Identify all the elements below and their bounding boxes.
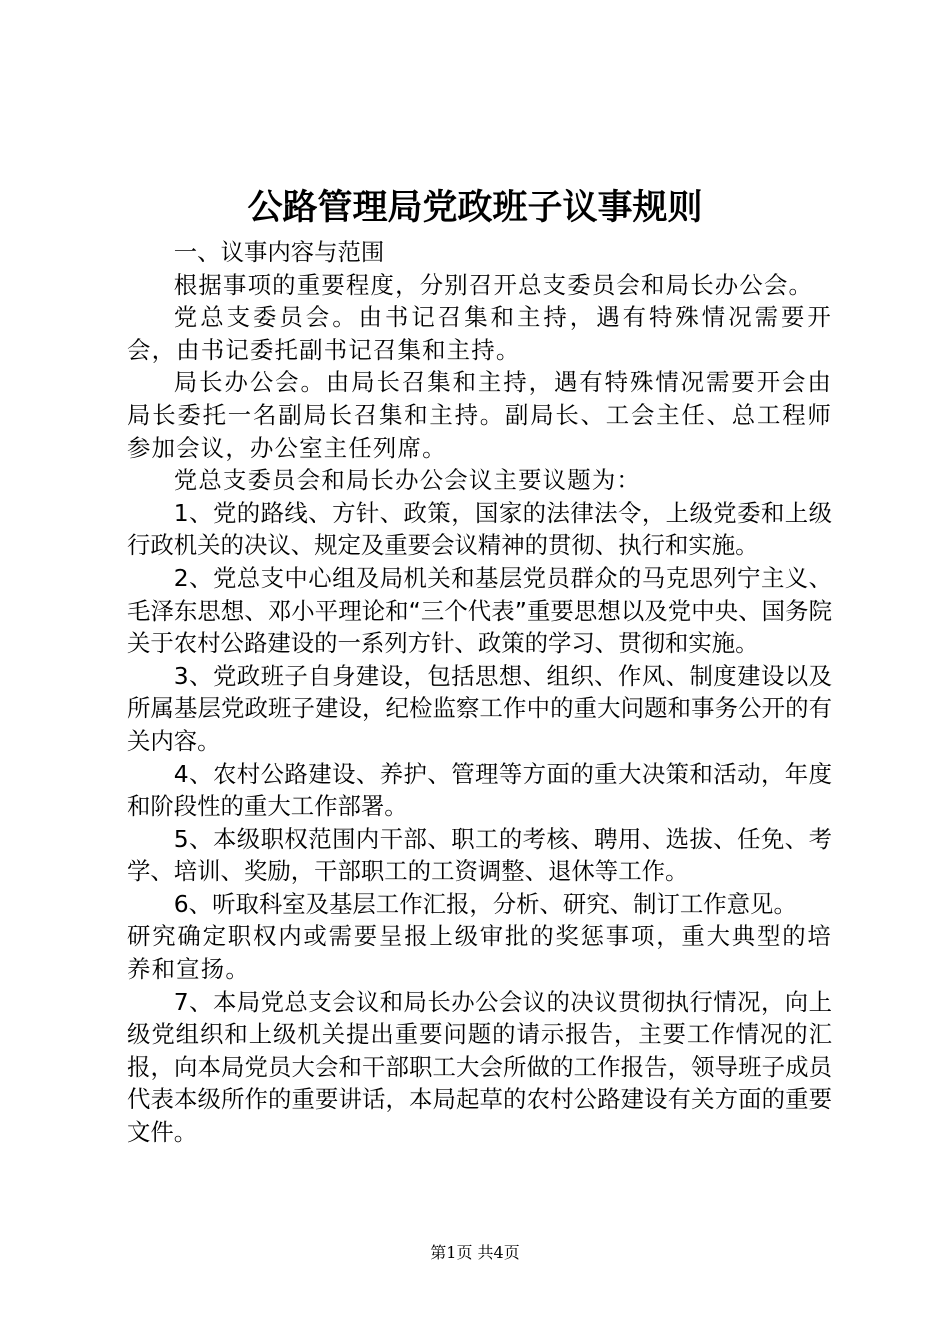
section-heading: 一、议事内容与范围 — [173, 238, 385, 266]
paragraph-meeting-types: 根据事项的重要程度，分别召开总支委员会和局长办公会。 — [173, 270, 814, 299]
document-title: 公路管理局党政班子议事规则 — [247, 188, 703, 228]
list-item-2: 2、党总支中心组及局机关和基层党员群众的马克思列宁主义、毛泽东思想、邓小平理论和“三个代表”重要思想以及党中央、国务院关于农村公路建设的一系列方针、政策的学习、贯彻和实施。 — [127, 563, 832, 658]
list-item-7: 7、本局党总支会议和局长办公会议的决议贯彻执行情况，向上级党组织和上级机关提出重要问题的请示报告，主要工作情况的汇报，向本局党员大会和干部职工大会所做的工作报告，领导班子成员代表本级所作的重要讲话，本局起草的农村公路建设有关方面的重要文件。 — [127, 987, 832, 1147]
list-item-6-continuation: 研究确定职权内或需要呈报上级审批的奖惩事项，重大典型的培养和宣扬。 — [127, 922, 832, 984]
list-item-5: 5、本级职权范围内干部、职工的考核、聘用、选拔、任免、考学、培训、奖励，干部职工的工资调整、退休等工作。 — [127, 824, 832, 886]
paragraph-party-committee: 党总支委员会。由书记召集和主持，遇有特殊情况需要开会，由书记委托副书记召集和主持。 — [127, 303, 832, 364]
list-item-4: 4、农村公路建设、养护、管理等方面的重大决策和活动，年度和阶段性的重大工作部署。 — [127, 759, 832, 821]
list-item-6: 6、听取科室及基层工作汇报，分析、研究、制订工作意见。 — [173, 889, 797, 918]
paragraph-director-meeting: 局长办公会。由局长召集和主持，遇有特殊情况需要开会由局长委托一名副局长召集和主持。副局长、工会主任、总工程师参加会议，办公室主任列席。 — [127, 368, 832, 462]
page-footer: 第1页 共4页 — [430, 1243, 520, 1262]
paragraph-topics-intro: 党总支委员会和局长办公会议主要议题为： — [173, 466, 642, 495]
list-item-1: 1、党的路线、方针、政策，国家的法律法令，上级党委和上级行政机关的决议、规定及重要会议精神的贯彻、执行和实施。 — [127, 498, 832, 560]
document-body — [127, 236, 832, 1149]
list-item-3: 3、党政班子自身建设，包括思想、组织、作风、制度建设以及所属基层党政班子建设，纪检监察工作中的重大问题和事务公开的有关内容。 — [127, 661, 832, 755]
